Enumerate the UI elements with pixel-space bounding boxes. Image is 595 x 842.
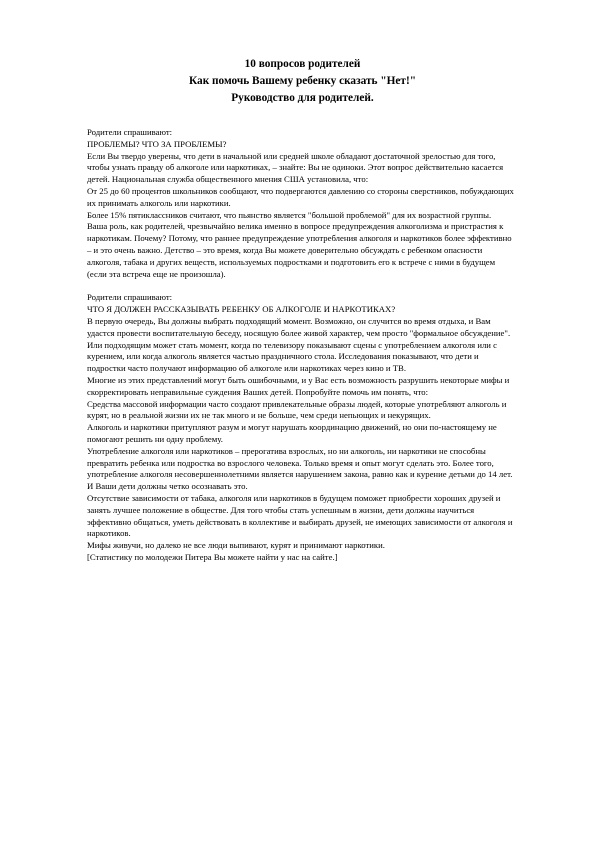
section2-paragraph-1: В первую очередь, Вы должны выбрать подходящий момент. Возможно, он случится во время отдыха, и Вам удастся провести воспитательную беседу, носящую более живой характер, чем просто "формальное обсуждение". Или подходящим может стать момент, когда по телевизору показывают сцены с употреблением алкоголя или с курением, или когда алкоголь является частью праздничного стола. Исследования показывают, что дети и подростки часто получают информацию об алкоголе или наркотиках через кино и ТВ.: [87, 315, 511, 374]
title-line-1: 10 вопросов родителей: [244, 58, 361, 70]
title-line-3: Руководство для родителей.: [231, 92, 374, 104]
section2-paragraph-7: Мифы живучи, но далеко не все люди выпивают, курят и принимают наркотики.: [87, 540, 385, 551]
section2-paragraph-2: Многие из этих представлений могут быть ошибочными, и у Вас есть возможность разрушить некоторые мифы и скорректировать неправильные суждения Ваших детей. Попробуйте помочь им понять, что:: [87, 374, 510, 397]
section2-intro: Родители спрашивают:: [87, 292, 173, 303]
section1-paragraph-3: Более 15% пятиклассников считают, что пьянство является "большой проблемой" для их возрастной группы.: [87, 209, 492, 220]
section1-paragraph-2: От 25 до 60 процентов школьников сообщают, что подвергаются давлению со стороны сверстников, побуждающих их принимать алкоголь или наркотики.: [87, 185, 514, 208]
section2-paragraph-6: Отсутствие зависимости от табака, алкоголя или наркотиков в будущем поможет приобрести хороших друзей и занять лучшее положение в обществе. Для того чтобы стать успешным в жизни, дети должны научиться эффективно общаться, уметь действовать в коллективе и выбирать друзей, не имеющих зависимости от алкоголя и наркотиков.: [87, 492, 513, 539]
section2-paragraph-5: Употребление алкоголя или наркотиков – прерогатива взрослых, но ни алкоголь, ни наркотики не способны превратить ребенка или подростка во взрослого человека. Только время и опыт могут сделать это. Более того, употребление алкоголя несовершеннолетними является нарушением закона, равно как и курение детьми до 14 лет. И Ваши дети должны четко осознавать это.: [87, 445, 513, 492]
section1-intro: Родители спрашивают:: [87, 127, 173, 137]
document-body: [87, 127, 517, 564]
section1-paragraph-4: Ваша роль, как родителей, чрезвычайно велика именно в вопросе предупреждения алкоголизма и пристрастия к наркотикам. Почему? Потому, что раннее предупреждение употребления алкоголя и наркотиков более эффективно – и это очень важно. Детство – это время, когда Вы можете доверительно обсуждать с ребенком опасности алкоголя, табака и других веществ, используемых подростками и подготовить его к встрече с ними в будущем (если эта встреча еще не произошла).: [87, 221, 512, 279]
section2-paragraph-3: Средства массовой информации часто создают привлекательные образы людей, которые употребляют алкоголь и курят, но в реальной жизни их не так много и не больше, чем среди непьющих и некурящих.: [87, 398, 507, 421]
section-spacer: [87, 280, 517, 292]
section1-paragraph-1: Если Вы твердо уверены, что дети в начальной или средней школе обладают достаточной зрелостью для того, чтобы узнать правду об алкоголе или наркотиках, – знайте: Вы не одиноки. Этот вопрос действительно касается детей. Национальная служба общественного мнения США установила, что:: [87, 150, 504, 185]
section2-question: ЧТО Я ДОЛЖЕН РАССКАЗЫВАТЬ РЕБЕНКУ ОБ АЛКОГОЛЕ И НАРКОТИКАХ?: [87, 304, 396, 315]
document-title: [80, 56, 525, 107]
section2-paragraph-8: [Статистику по молодежи Питера Вы можете найти у нас на сайте.]: [87, 551, 338, 562]
section1-question: ПРОБЛЕМЫ? ЧТО ЗА ПРОБЛЕМЫ?: [87, 138, 227, 149]
title-line-2: Как помочь Вашему ребенку сказать "Нет!": [189, 75, 416, 87]
section2-paragraph-4: Алкоголь и наркотики притупляют разум и могут нарушать координацию движений, но они по-настоящему не помогают решить ни одну проблему.: [87, 422, 497, 444]
